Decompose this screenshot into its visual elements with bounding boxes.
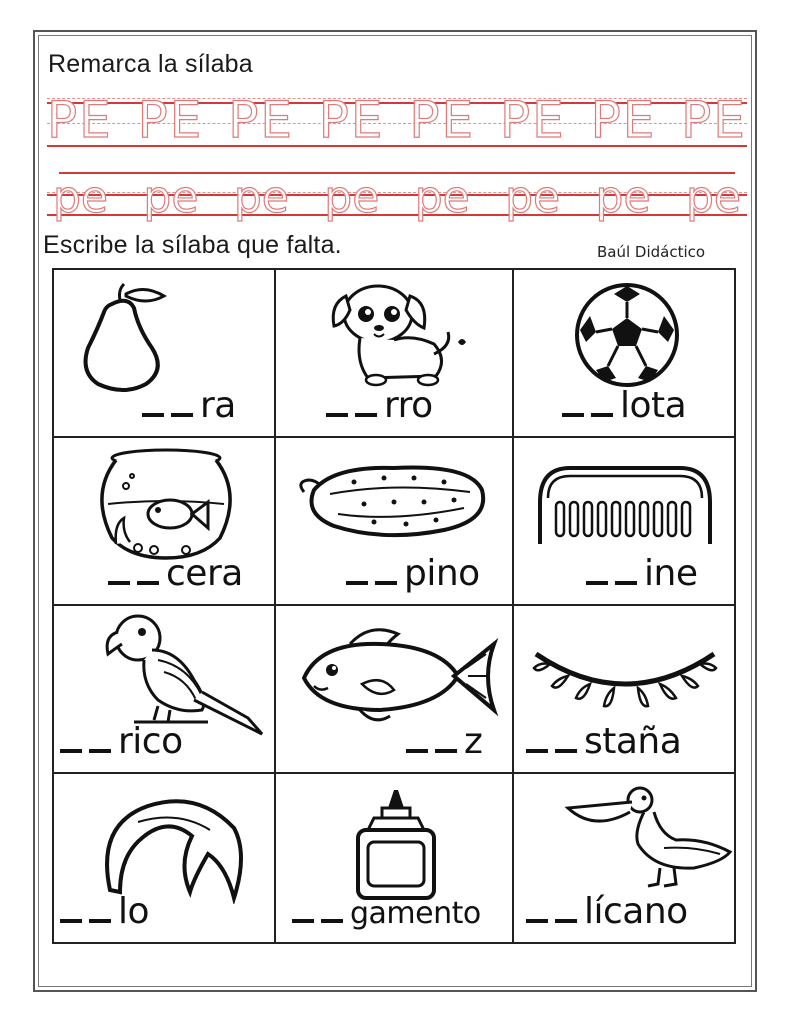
card-fish bbox=[276, 606, 514, 774]
word-label: gamento bbox=[292, 891, 481, 932]
trace-syllable: PE bbox=[409, 91, 476, 149]
trace-row-lower bbox=[47, 168, 747, 224]
trace-syllable: PE bbox=[681, 91, 747, 149]
card-pear bbox=[54, 270, 276, 438]
puppy-icon bbox=[316, 276, 476, 396]
card-hair bbox=[54, 774, 276, 942]
trace-syllable: pe bbox=[505, 172, 561, 223]
card-ball bbox=[514, 270, 734, 438]
trace-syllable: pe bbox=[414, 172, 470, 223]
word-label: pino bbox=[346, 553, 480, 594]
card-comb bbox=[514, 438, 734, 606]
fish-icon bbox=[290, 620, 500, 730]
word-label: lícano bbox=[526, 891, 688, 932]
card-pelican bbox=[514, 774, 734, 942]
card-fishbowl bbox=[54, 438, 276, 606]
word-label: ra bbox=[142, 385, 236, 426]
trace-syllable: PE bbox=[137, 91, 204, 149]
trace-syllable: pe bbox=[324, 172, 380, 223]
word-label: rico bbox=[60, 721, 183, 762]
card-puppy bbox=[276, 270, 514, 438]
trace-syllable: pe bbox=[685, 172, 741, 223]
word-label: ine bbox=[586, 553, 697, 594]
word-label: z bbox=[406, 721, 482, 762]
word-label: lo bbox=[60, 891, 149, 932]
picture-grid bbox=[52, 268, 736, 944]
trace-syllable: PE bbox=[47, 91, 113, 149]
glue-bottle-icon bbox=[346, 786, 446, 906]
cucumber-icon bbox=[294, 456, 494, 556]
card-eyelashes bbox=[514, 606, 734, 774]
fishbowl-icon bbox=[86, 444, 246, 564]
word-label: lota bbox=[562, 385, 686, 426]
page-title: Remarca la sílaba bbox=[48, 50, 253, 78]
card-glue bbox=[276, 774, 514, 942]
word-label: cera bbox=[108, 553, 243, 594]
word-label: rro bbox=[326, 385, 433, 426]
trace-syllable: pe bbox=[595, 172, 651, 223]
card-parrot bbox=[54, 606, 276, 774]
instructions: Escribe la sílaba que falta. bbox=[43, 231, 342, 259]
trace-syllable: pe bbox=[53, 172, 108, 223]
pear-icon bbox=[72, 278, 192, 398]
pelican-icon bbox=[564, 782, 734, 892]
trace-syllable: pe bbox=[143, 172, 199, 223]
trace-syllable: PE bbox=[499, 91, 566, 149]
trace-syllable: PE bbox=[590, 91, 657, 149]
eyelashes-icon bbox=[530, 634, 720, 714]
hair-icon bbox=[98, 794, 248, 904]
trace-syllable: PE bbox=[318, 91, 385, 149]
trace-syllable: PE bbox=[228, 91, 294, 149]
card-cucumber bbox=[276, 438, 514, 606]
brand-label: Baúl Didáctico bbox=[597, 243, 706, 261]
trace-syllable: pe bbox=[233, 172, 289, 223]
soccer-ball-icon bbox=[572, 280, 682, 390]
word-label: staña bbox=[526, 721, 681, 762]
comb-icon bbox=[530, 462, 720, 552]
trace-row-upper bbox=[47, 91, 747, 149]
